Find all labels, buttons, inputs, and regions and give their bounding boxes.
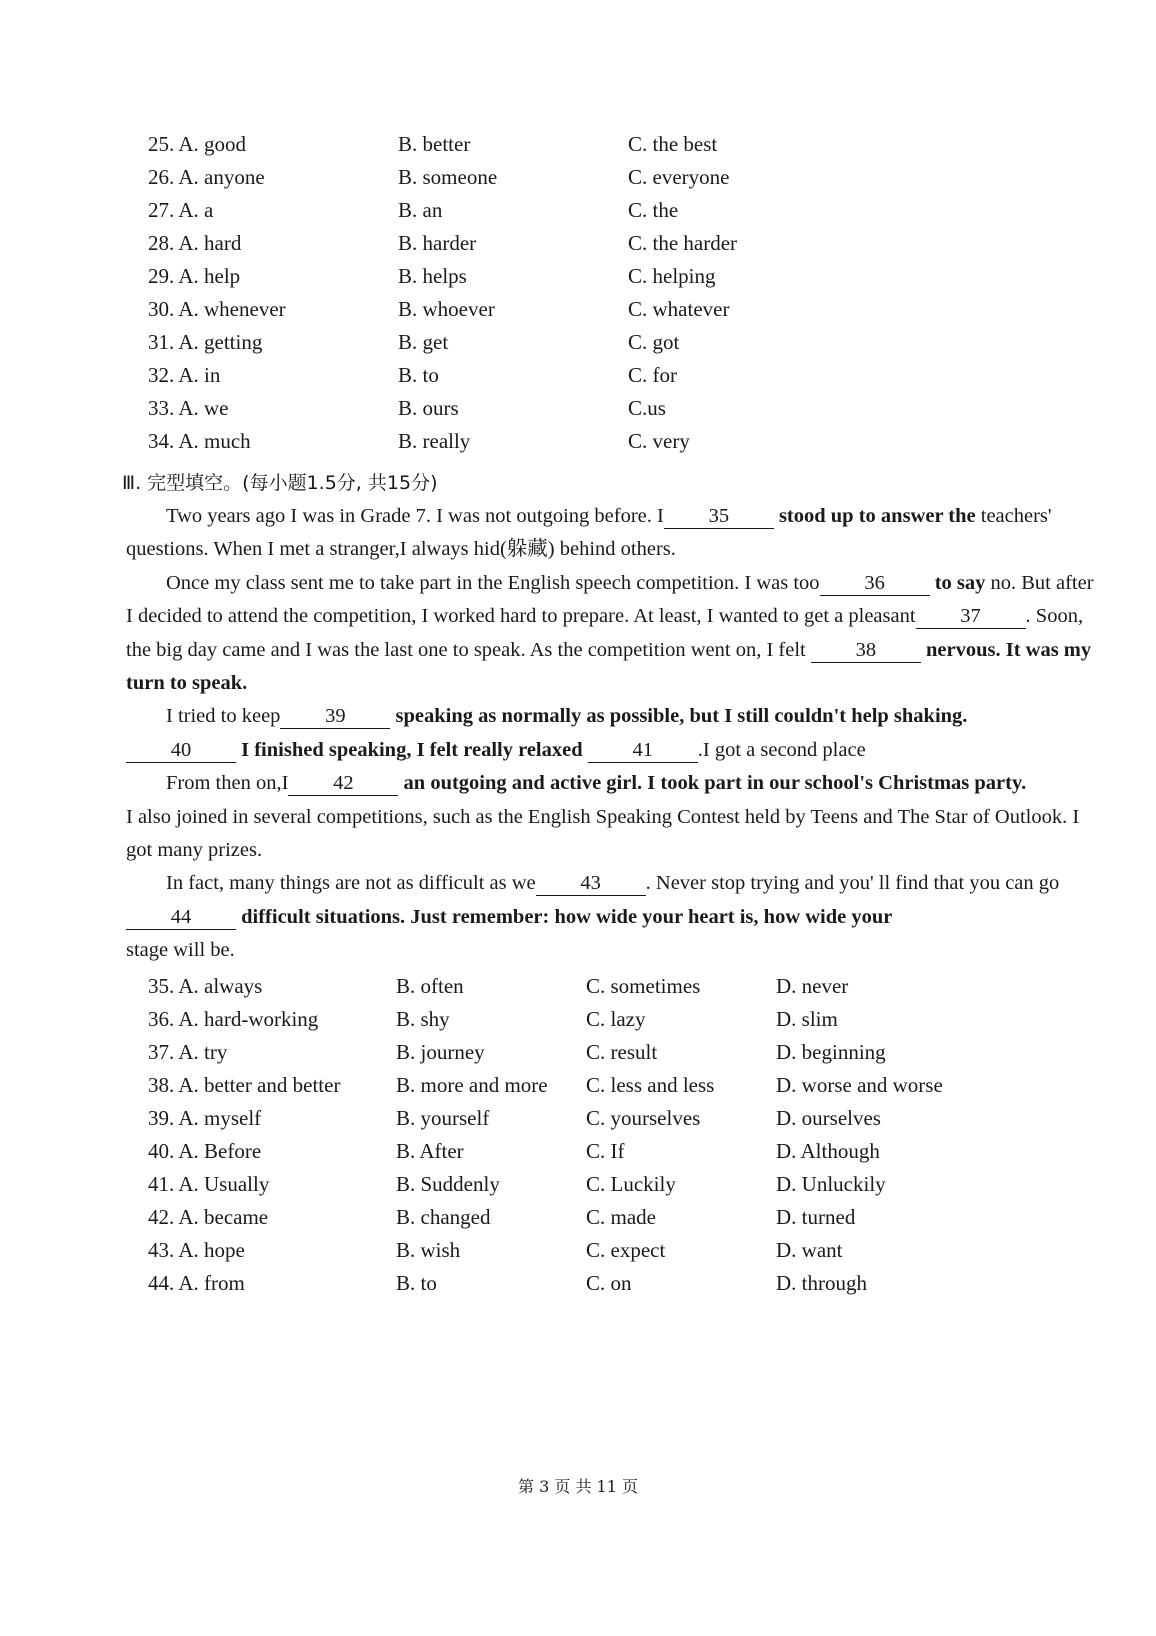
passage-text: difficult situations. Just remember: how wide your heart is, how wide your: [241, 905, 893, 928]
paragraph-3-cont: [126, 734, 1096, 767]
option: B. helps: [398, 264, 467, 288]
option: 27. A. a: [148, 198, 214, 222]
paragraph-5: [126, 867, 1096, 934]
paragraph-3: [126, 700, 1096, 733]
section-title: Ⅲ. 完型填空。(每小题1.5分, 共15分): [122, 472, 438, 494]
passage-text: From then on,I: [166, 772, 289, 795]
option: 30. A. whenever: [148, 297, 286, 321]
passage-text: an outgoing and active girl. I took part in our school's Christmas party.: [403, 772, 1027, 795]
option: B. get: [398, 330, 449, 354]
option: B. an: [398, 198, 443, 222]
blank-43: 43: [536, 871, 646, 896]
blank-41: 41: [588, 738, 698, 763]
option: C. lazy: [586, 1007, 646, 1031]
option: B. shy: [396, 1007, 450, 1031]
option: C. yourselves: [586, 1106, 701, 1130]
blank-37: 37: [916, 604, 1026, 629]
option: 39. A. myself: [148, 1106, 262, 1130]
passage-text: stood up to answer the: [778, 505, 976, 527]
option: B. really: [398, 429, 471, 453]
option: B. yourself: [396, 1106, 490, 1130]
passage-text: I tried to keep: [166, 705, 281, 728]
option: B. harder: [398, 231, 477, 255]
option: C.us: [628, 396, 666, 420]
option: B. often: [396, 974, 464, 998]
option: C. on: [586, 1271, 632, 1295]
blank-42: 42: [288, 771, 398, 796]
page-number: 第 3 页 共 11 页: [518, 1477, 638, 1496]
passage-text: In fact, many things are not as difficult as we: [166, 872, 536, 895]
option: C. the harder: [628, 231, 738, 255]
option: B. better: [398, 132, 471, 156]
option: 43. A. hope: [148, 1238, 245, 1262]
option: B. journey: [396, 1040, 485, 1064]
passage-text: stage will be.: [126, 939, 235, 962]
option: 34. A. much: [148, 429, 251, 453]
option: C. If: [586, 1139, 625, 1163]
passage-text: Once my class sent me to take part in the English speech competition. I was too: [166, 571, 820, 594]
passage-text: to say: [934, 571, 986, 594]
options-35-44: [148, 970, 996, 1300]
option: D. ourselves: [776, 1106, 881, 1130]
passage-text: I also joined in several competitions, such as the English Speaking Contest held by Teens and The Star of Outlook. I got many prizes.: [126, 805, 1080, 862]
option: C. very: [628, 429, 690, 453]
paragraph-4-cont: [126, 801, 1096, 868]
option: 44. A. from: [148, 1271, 245, 1295]
option: C. the: [628, 198, 679, 222]
option: B. Suddenly: [396, 1172, 500, 1196]
option: D. never: [776, 974, 849, 998]
option: B. someone: [398, 165, 498, 189]
passage-text: Two years ago I was in Grade 7. I was not outgoing before. I: [166, 505, 664, 527]
option: D. turned: [776, 1205, 856, 1229]
passage-text: . Never stop trying and you' ll find that you can go: [645, 872, 1060, 895]
option: B. ours: [398, 396, 459, 420]
option: 38. A. better and better: [148, 1073, 341, 1097]
option: B. changed: [396, 1205, 491, 1229]
passage-text: I finished speaking, I felt really relaxed: [241, 738, 583, 761]
option: 40. A. Before: [148, 1139, 262, 1163]
paragraph-5-cont: [126, 934, 1096, 967]
passage-text: . Soon, the big day came and I was the last one to speak. As the competition went on, I felt: [126, 605, 1084, 661]
option: 36. A. hard-working: [148, 1007, 319, 1031]
option: C. expect: [586, 1238, 666, 1262]
option: 32. A. in: [148, 363, 221, 387]
blank-35: 35: [664, 504, 774, 529]
option: 42. A. became: [148, 1205, 269, 1229]
paragraph-1: [126, 500, 1096, 567]
option: C. Luckily: [586, 1172, 676, 1196]
paragraph-4: [126, 767, 1096, 800]
option: B. to: [396, 1271, 437, 1295]
option: 29. A. help: [148, 264, 241, 288]
option: 33. A. we: [148, 396, 229, 420]
option: D. Unluckily: [776, 1172, 886, 1196]
option: 26. A. anyone: [148, 165, 265, 189]
option: C. the best: [628, 132, 718, 156]
option: D. want: [776, 1238, 843, 1262]
option: 41. A. Usually: [148, 1172, 270, 1196]
blank-39: 39: [280, 704, 390, 729]
option: D. through: [776, 1271, 867, 1295]
blank-36: 36: [820, 571, 930, 596]
option: D. beginning: [776, 1040, 886, 1064]
passage-text: teachers' questions. When I met a stranger,I always hid(躲藏) behind others.: [126, 505, 1052, 561]
option: C. got: [628, 330, 680, 354]
option: B. to: [398, 363, 439, 387]
option: C. result: [586, 1040, 658, 1064]
option: B. wish: [396, 1238, 461, 1262]
blank-38: 38: [811, 638, 921, 663]
passage-text: .I got a second place: [697, 738, 866, 761]
passage-text: nervous. It was my turn to speak.: [126, 638, 1092, 695]
option: 35. A. always: [148, 974, 263, 998]
blank-40: 40: [126, 738, 236, 763]
option: C. less and less: [586, 1073, 715, 1097]
option: C. sometimes: [586, 974, 701, 998]
option: 31. A. getting: [148, 330, 263, 354]
options-25-34: [148, 128, 868, 458]
option: 28. A. hard: [148, 231, 242, 255]
option: C. helping: [628, 264, 716, 288]
option: B. whoever: [398, 297, 495, 321]
option: C. made: [586, 1205, 656, 1229]
passage-text: no. But after I decided to attend the competition, I worked hard to prepare. At least, I wanted to get a pleasant: [126, 571, 1094, 628]
option: D. Although: [776, 1139, 880, 1163]
option: B. more and more: [396, 1073, 548, 1097]
option: B. After: [396, 1139, 464, 1163]
option: D. slim: [776, 1007, 838, 1031]
passage-text: speaking as normally as possible, but I still couldn't help shaking.: [395, 705, 968, 728]
option: C. for: [628, 363, 677, 387]
option: C. whatever: [628, 297, 730, 321]
cloze-passage: [126, 500, 1096, 968]
option: D. worse and worse: [776, 1073, 943, 1097]
blank-44: 44: [126, 905, 236, 930]
paragraph-2: [126, 567, 1096, 701]
option: 25. A. good: [148, 132, 247, 156]
option: C. everyone: [628, 165, 730, 189]
option: 37. A. try: [148, 1040, 228, 1064]
